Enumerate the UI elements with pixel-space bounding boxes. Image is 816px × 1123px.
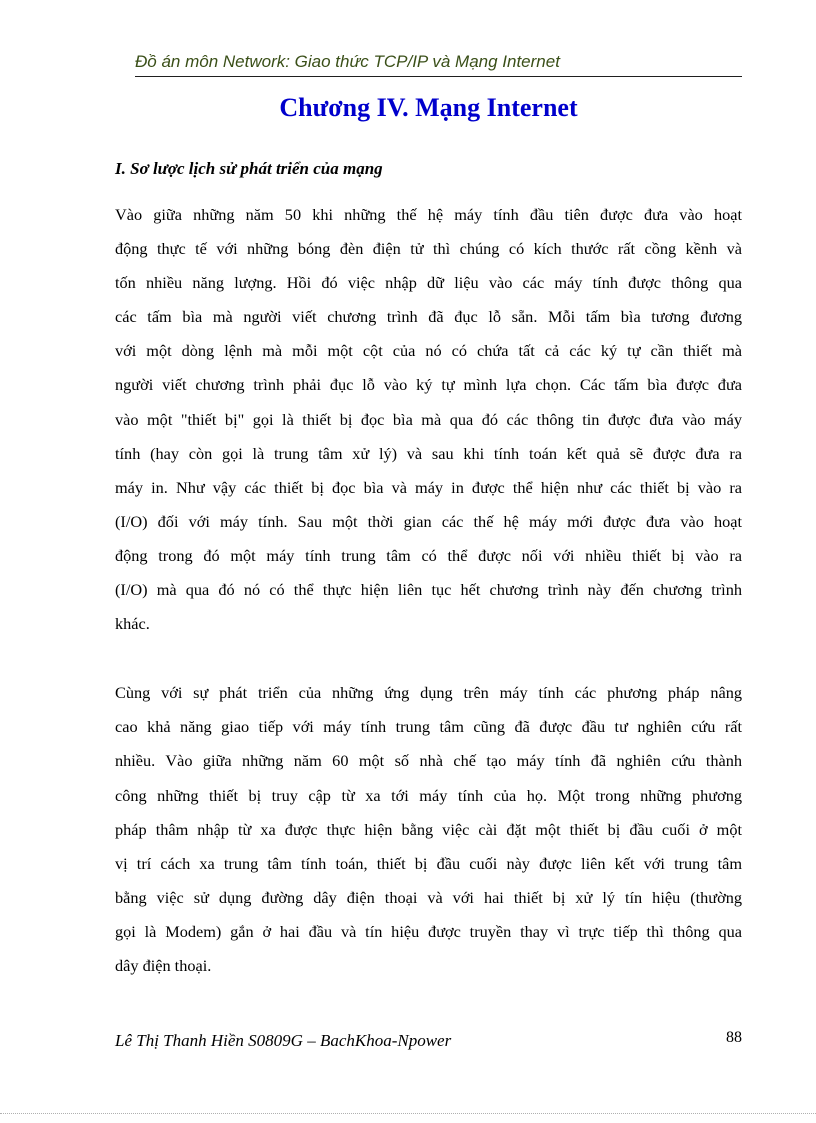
paragraph-1: [115, 198, 742, 641]
chapter-title: Chương IV. Mạng Internet: [279, 93, 578, 122]
text-line: pháp thâm nhập từ xa được thực hiện bằng việc cài đặt một thiết bị đầu cuối ở một: [115, 819, 742, 839]
running-header-title: Đồ án môn Network: Giao thức TCP/IP và Mạng Internet: [135, 52, 560, 71]
text-line: khác.: [115, 614, 150, 634]
text-line: các tấm bìa mà người viết chương trình đã đục lỗ sẵn. Mỗi tấm bìa tương đương: [115, 307, 742, 327]
text-line: tốn nhiều năng lượng. Hồi đó việc nhập dữ liệu vào các máy tính được thông qua: [115, 273, 742, 293]
text-line: cao khả năng giao tiếp với máy tính trung tâm cũng đã được đầu tư nghiên cứu rất: [115, 717, 742, 737]
text-line: nhiều. Vào giữa những năm 60 một số nhà chế tạo máy tính đã nghiên cứu thành: [115, 751, 742, 771]
text-line: công những thiết bị truy cập từ xa tới máy tính của họ. Một trong những phương: [115, 785, 742, 805]
paragraph-2: [115, 676, 742, 983]
page-break-line: [0, 1113, 816, 1114]
text-line: tính (hay còn gọi là trung tâm xử lý) và sau khi tính toán kết quả sẽ được đưa ra: [115, 443, 742, 463]
text-line: Cùng với sự phát triển của những ứng dụng trên máy tính các phương pháp nâng: [115, 683, 742, 703]
section-heading: I. Sơ lược lịch sử phát triển của mạng: [115, 159, 383, 178]
text-line: với một dòng lệnh mà mỗi một cột của nó có chứa tất cả các ký tự cần thiết mà: [115, 341, 742, 361]
text-line: dây điện thoại.: [115, 955, 212, 975]
text-line: máy in. Như vậy các thiết bị đọc bìa và máy in được thể hiện như các thiết bị vào ra: [115, 477, 742, 497]
running-footer-author: Lê Thị Thanh Hiền S0809G – BachKhoa-Npower: [115, 1031, 452, 1050]
body-text: [115, 198, 742, 983]
text-line: bằng việc sử dụng đường dây điện thoại và với hai thiết bị xử lý tín hiệu (thường: [115, 887, 742, 907]
text-line: vào một "thiết bị" gọi là thiết bị đọc bìa mà qua đó các thông tin được đưa vào máy: [115, 409, 742, 429]
paragraph-spacer: [115, 641, 742, 676]
text-line: vị trí cách xa trung tâm tính toán, thiết bị đầu cuối này được liên kết với trung tâm: [115, 853, 742, 873]
text-line: Vào giữa những năm 50 khi những thế hệ máy tính đầu tiên được đưa vào hoạt: [115, 205, 742, 224]
text-line: động trong đó một máy tính trung tâm có thể được nối với nhiều thiết bị vào ra: [115, 545, 742, 565]
text-line: người viết chương trình phải đục lỗ vào ký tự mình lựa chọn. Các tấm bìa được đưa: [115, 375, 742, 395]
header-divider: [135, 76, 742, 77]
text-line: động thực tế với những bóng đèn điện tử thì chúng có kích thước rất cồng kềnh và: [115, 239, 742, 259]
text-line: (I/O) đối với máy tính. Sau một thời gian các thế hệ máy mới được đưa vào hoạt: [115, 511, 742, 531]
text-line: (I/O) mà qua đó nó có thể thực hiện liên tục hết chương trình này đến chương trình: [115, 580, 742, 600]
text-line: gọi là Modem) gắn ở hai đầu và tín hiệu được truyền thay vì trực tiếp thì thông qua: [115, 921, 742, 941]
page-number: 88: [726, 1029, 742, 1046]
